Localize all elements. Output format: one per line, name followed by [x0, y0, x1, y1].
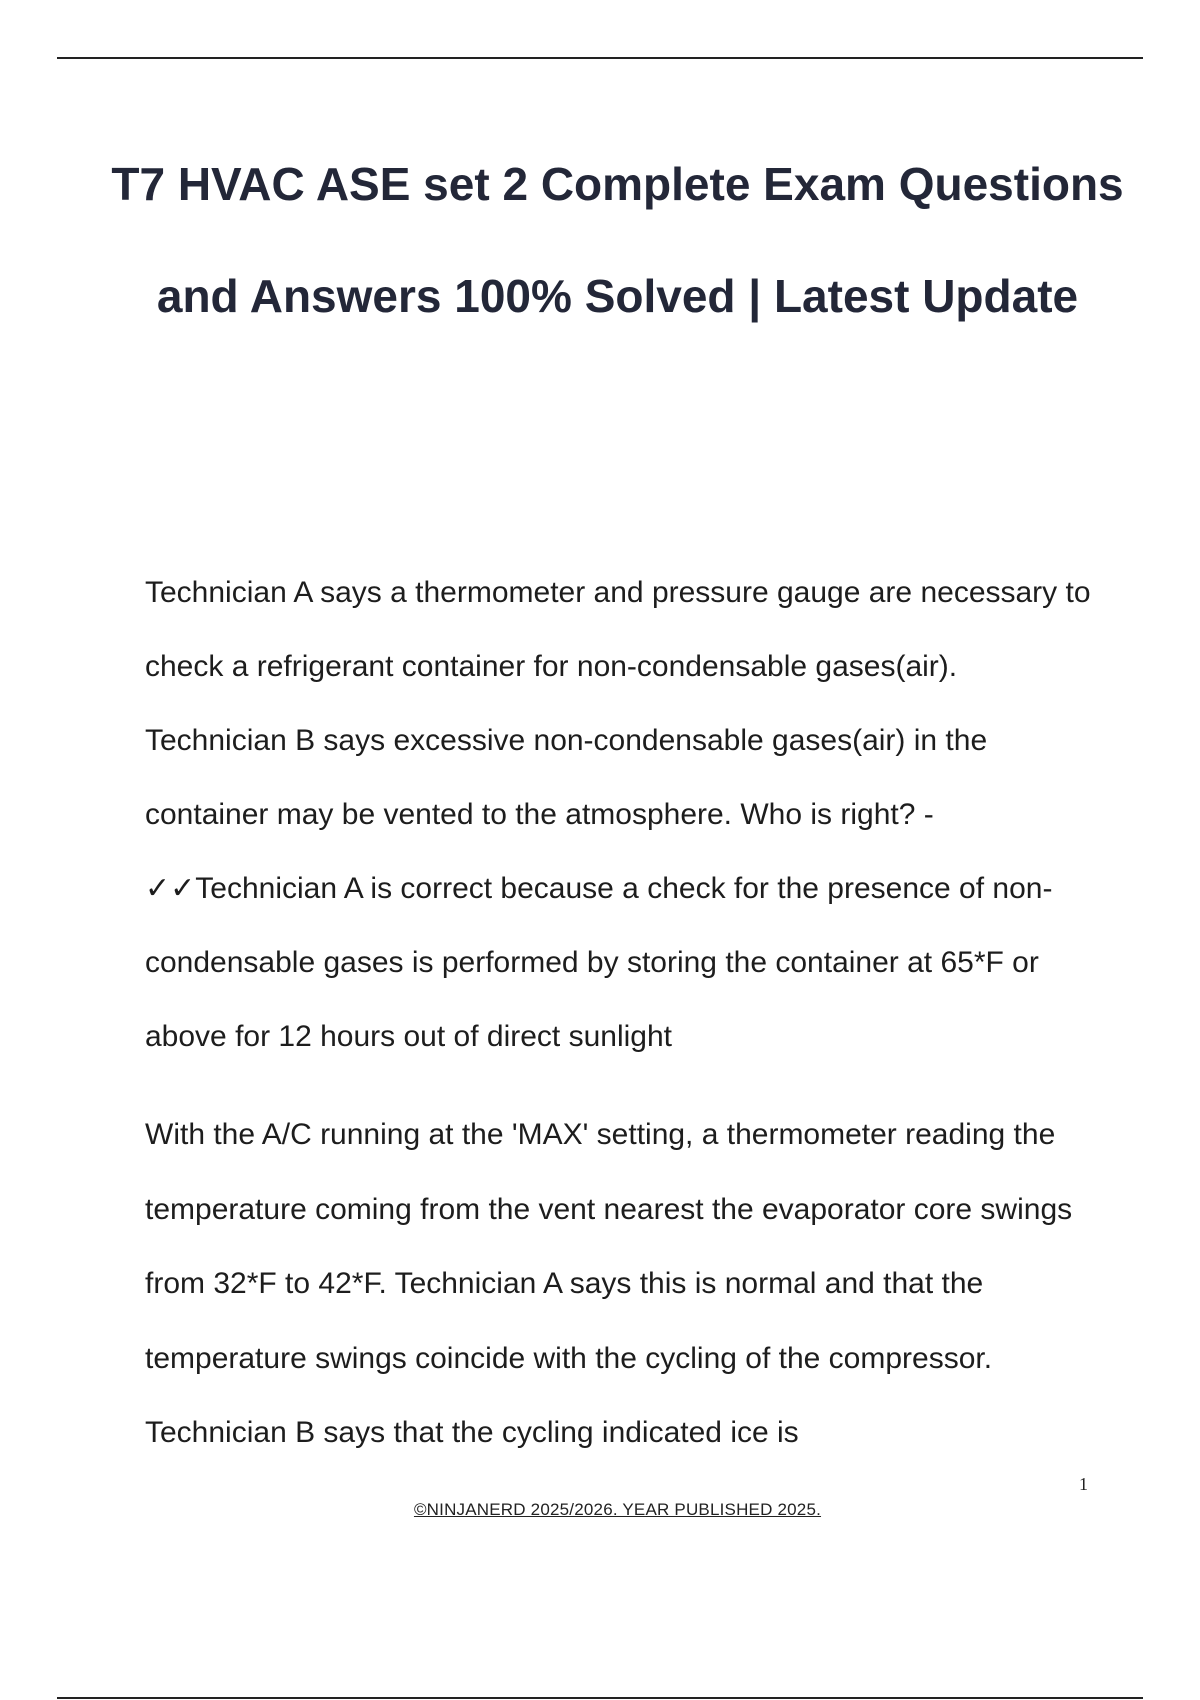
qa-item — [145, 556, 1105, 1074]
check-mark-icon: ✓✓ — [145, 872, 196, 905]
footer-copyright: ©NINJANERD 2025/2026. YEAR PUBLISHED 2025. — [413, 1500, 822, 1519]
qa-item — [145, 1098, 1105, 1471]
page-number: 1 — [1079, 1474, 1088, 1494]
document-title: T7 HVAC ASE set 2 Complete Exam Questions and Answers 100% Solved | Latest Update — [111, 158, 1124, 322]
bottom-divider — [57, 1697, 1143, 1699]
answer-text: Technician A is correct because a check for the presence of non-condensable gases is performed by storing the container at 65*F or above for 12 hours out of direct sunlight — [145, 872, 1053, 1053]
answer-separator: - — [915, 798, 934, 831]
question-text: With the A/C running at the 'MAX' setting, a thermometer reading the temperature coming from the vent nearest the evaporator core swings from 32*F to 42*F. Technician A says this is normal and that the temperature swings coincide with the cycling of the compressor. Technician B says that the cycling indicated ice is — [145, 1118, 1073, 1449]
question-text: Technician A says a thermometer and pressure gauge are necessary to check a refrigerant container for non-condensable gases(air). Technician B says excessive non-condensable gases(air) in the container may be vented to the atmosphere. Who is right? — [145, 576, 1091, 831]
top-divider — [57, 57, 1143, 59]
